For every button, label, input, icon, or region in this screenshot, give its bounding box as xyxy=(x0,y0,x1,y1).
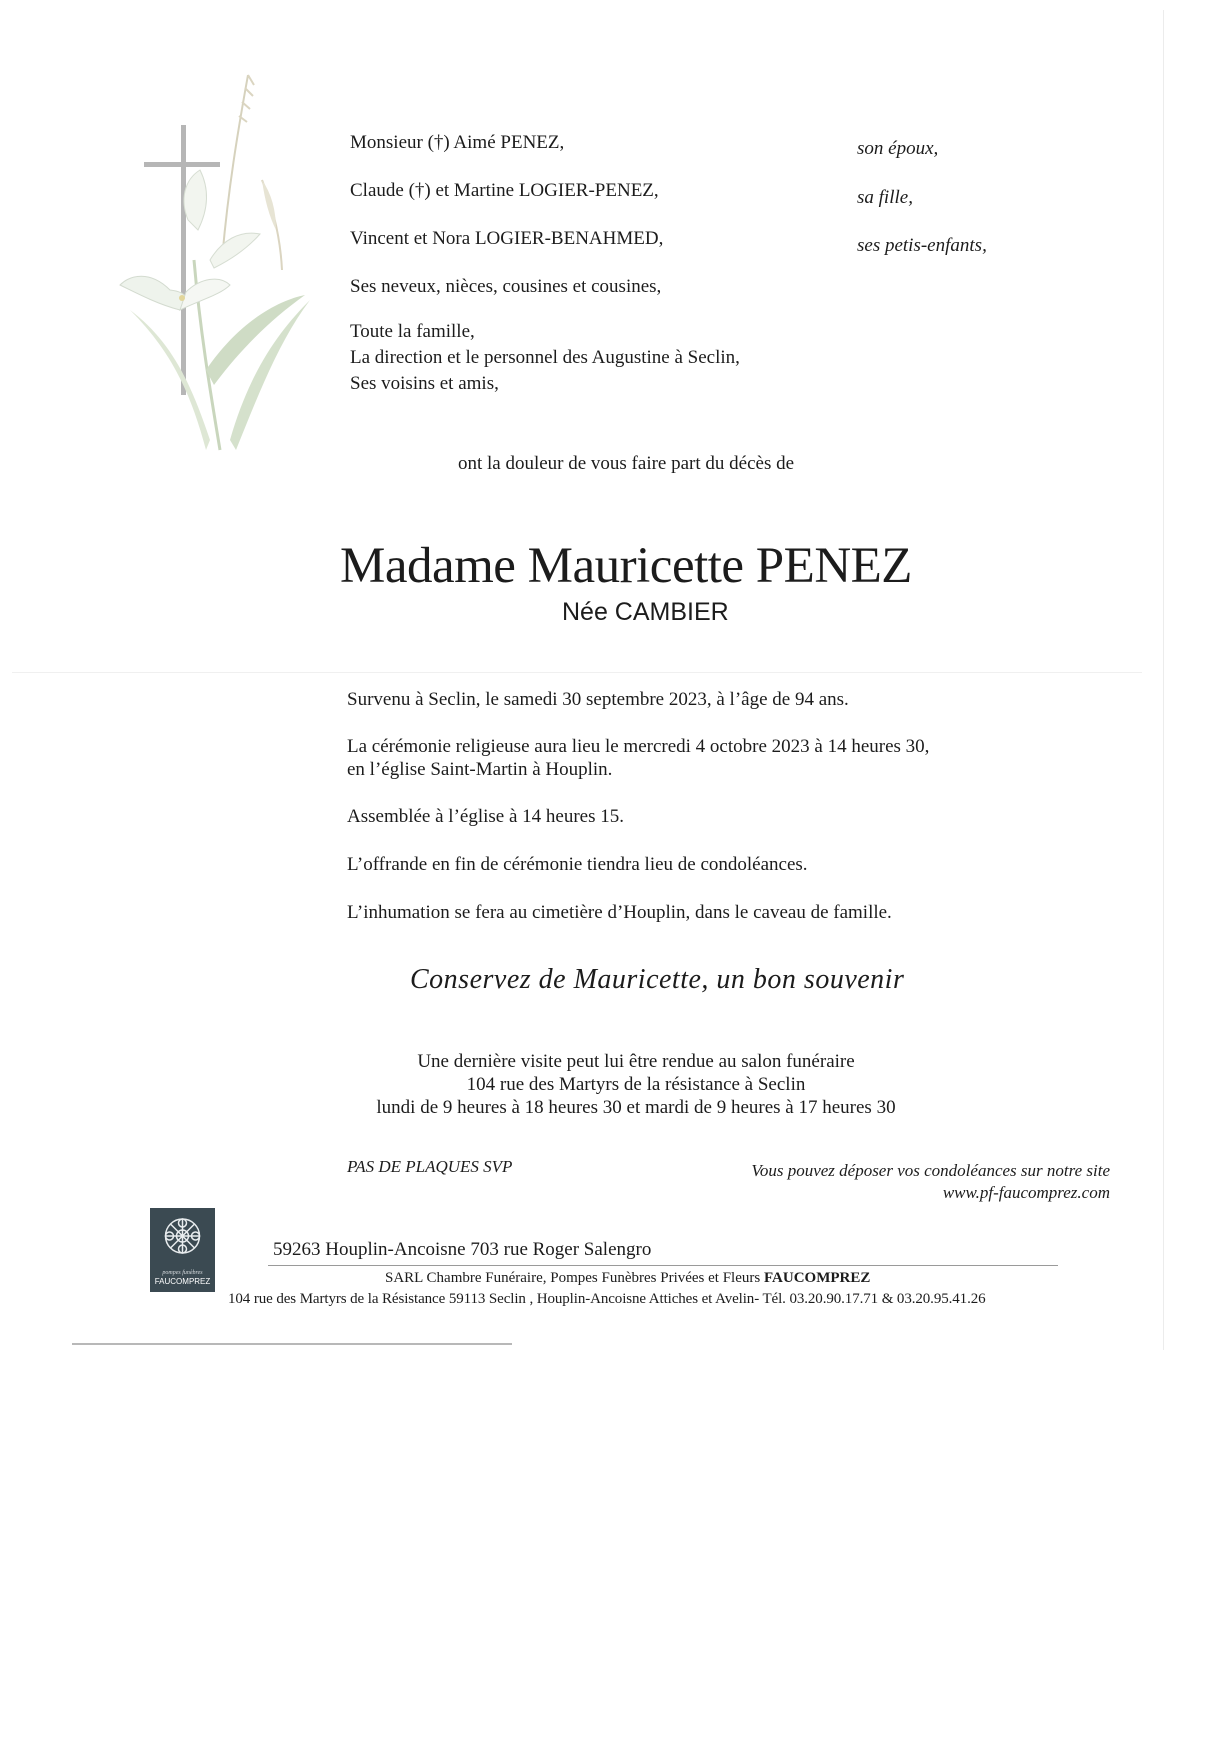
rosette-icon xyxy=(150,1208,215,1264)
family-group-3: Ses voisins et amis, xyxy=(350,373,499,394)
family-relation-3: ses petis-enfants, xyxy=(857,235,987,256)
scan-fold-line xyxy=(12,672,1142,673)
footer-company-prefix: SARL Chambre Funéraire, Pompes Funèbres Privées et Fleurs xyxy=(385,1270,761,1286)
no-plaques-note: PAS DE PLAQUES SVP xyxy=(347,1157,513,1176)
detail-burial: L’inhumation se fera au cimetière d’Houplin, dans le caveau de famille. xyxy=(347,902,892,923)
deceased-birth-name: Née CAMBIER xyxy=(562,598,729,626)
cross-lily-icon xyxy=(110,70,310,460)
company-logo xyxy=(150,1208,215,1292)
deceased-name: Madame Mauricette PENEZ xyxy=(340,538,912,594)
family-relation-1: son époux, xyxy=(857,138,939,159)
family-group-1: Toute la famille, xyxy=(350,321,475,342)
family-group-2: La direction et le personnel des Augustine à Seclin, xyxy=(350,347,740,368)
visit-line-3: lundi de 9 heures à 18 heures 30 et mardi de 9 heures à 17 heures 30 xyxy=(376,1097,896,1118)
detail-assembly: Assemblée à l’église à 14 heures 15. xyxy=(347,806,624,827)
family-name-2: Claude (†) et Martine LOGIER-PENEZ, xyxy=(350,180,659,201)
visit-line-2: 104 rue des Martyrs de la résistance à Seclin xyxy=(466,1074,806,1095)
logo-brand: FAUCOMPREZ xyxy=(154,1277,211,1286)
logo-tagline: pompes funèbres xyxy=(162,1270,203,1276)
detail-ceremony-1: La cérémonie religieuse aura lieu le mercredi 4 octobre 2023 à 14 heures 30, xyxy=(347,736,930,757)
family-name-3: Vincent et Nora LOGIER-BENAHMED, xyxy=(350,228,664,249)
detail-ceremony-2: en l’église Saint-Martin à Houplin. xyxy=(347,759,613,780)
bottom-rule xyxy=(72,1343,512,1345)
condolences-text: Vous pouvez déposer vos condoléances sur notre site xyxy=(751,1161,1110,1180)
family-relation-2: sa fille, xyxy=(857,187,913,208)
family-name-1: Monsieur (†) Aimé PENEZ, xyxy=(350,132,565,153)
announcement: ont la douleur de vous faire part du décès de xyxy=(457,453,795,474)
condolences-site: www.pf-faucomprez.com xyxy=(942,1183,1110,1202)
detail-offering: L’offrande en fin de cérémonie tiendra lieu de condoléances. xyxy=(347,854,808,875)
footer-company xyxy=(385,1269,870,1288)
footer-company-name: FAUCOMPREZ xyxy=(763,1270,871,1286)
scan-edge xyxy=(1163,10,1164,1350)
memory-line: Conservez de Mauricette, un bon souvenir xyxy=(410,964,905,995)
visit-line-1: Une dernière visite peut lui être rendue au salon funéraire xyxy=(417,1051,855,1072)
family-nephews: Ses neveux, nièces, cousines et cousines, xyxy=(350,276,662,297)
detail-death: Survenu à Seclin, le samedi 30 septembre 2023, à l’âge de 94 ans. xyxy=(347,689,849,710)
footer-contact: 104 rue des Martyrs de la Résistance 59113 Seclin , Houplin-Ancoisne Attiches et Avelin- Tél. 03.20.90.17.71 & 03.20.95.41.26 xyxy=(228,1291,986,1307)
footer-address: 59263 Houplin-Ancoisne 703 rue Roger Salengro xyxy=(273,1239,652,1260)
footer-divider xyxy=(268,1265,1058,1266)
